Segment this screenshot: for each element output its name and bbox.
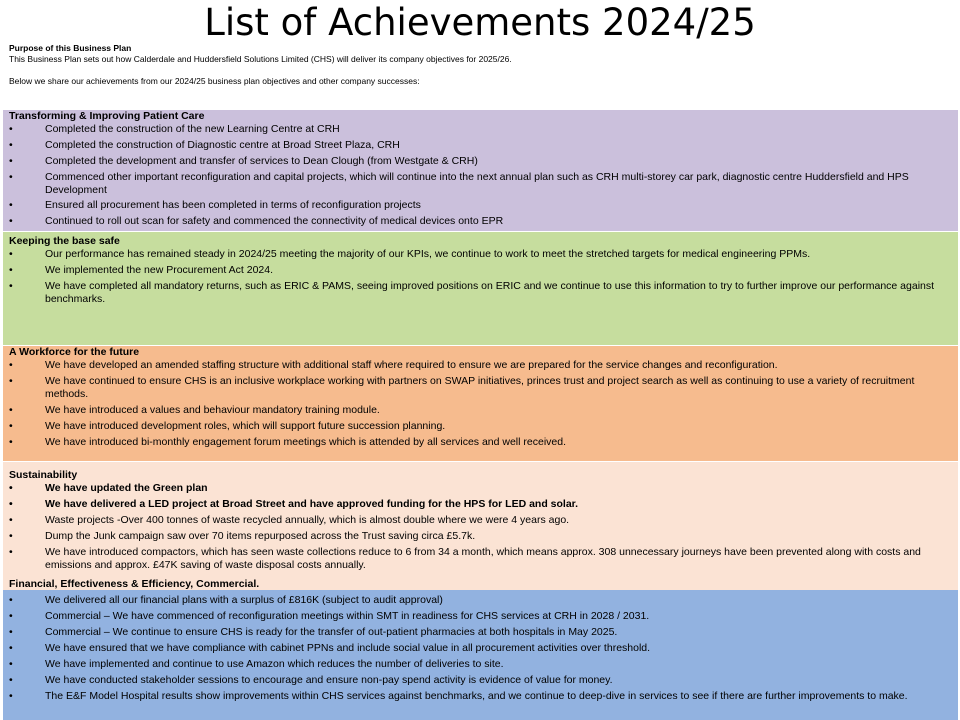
list-item: • Our performance has remained steady in 2024/25 meeting the majority of our KPIs, we continue to work to meet the stretched targets for medical engineering PPMs.	[9, 248, 952, 261]
section-title: Sustainability	[9, 469, 78, 481]
list-item: • Commercial – We continue to ensure CHS is ready for the transfer of out-patient pharmacies at both hospitals in May 2025.	[9, 626, 952, 639]
bullet-list	[9, 248, 952, 306]
list-item: • Completed the construction of the new Learning Centre at CRH	[9, 123, 952, 136]
list-item: • The E&F Model Hospital results show improvements within CHS services against benchmarks, and we continue to deep-dive in services to see if there are further improvements to make.	[9, 690, 952, 703]
list-item: • We have delivered a LED project at Broad Street and have approved funding for the HPS for LED and solar.	[9, 498, 952, 511]
list-item: • We have introduced bi-monthly engagement forum meetings which is attended by all services and well received.	[9, 436, 952, 449]
list-item: • We have continued to ensure CHS is an inclusive workplace working with partners on SWAP initiatives, princes trust and project search as well as continuing to use a variety of recruitment methods.	[9, 375, 952, 401]
list-item: • We have implemented and continue to use Amazon which reduces the number of deliveries to site.	[9, 658, 952, 671]
list-item: • We implemented the new Procurement Act 2024.	[9, 264, 952, 277]
list-item: • We delivered all our financial plans with a surplus of £816K (subject to audit approval)	[9, 594, 952, 607]
bullet-list	[9, 482, 952, 572]
list-item: • We have updated the Green plan	[9, 482, 952, 495]
list-item: • We have ensured that we have compliance with cabinet PPNs and include social value in all procurement activities over threshold.	[9, 642, 952, 655]
list-item: • We have introduced compactors, which has seen waste collections reduce to 6 from 34 a month, which means approx. 308 unnecessary journeys have been prevented along with costs and emissions and approx. £47K saving of waste disposal costs annually.	[9, 546, 952, 572]
list-item: • We have developed an amended staffing structure with additional staff where required to ensure we are prepared for the service changes and reconfiguration.	[9, 359, 952, 372]
list-item: • Commenced other important reconfiguration and capital projects, which will continue into the next annual plan such as CRH multi-storey car park, diagnostic centre Huddersfield and HPS Development	[9, 171, 952, 197]
section-financial	[3, 590, 958, 720]
bullet-list	[9, 359, 952, 449]
list-item: • Completed the construction of Diagnostic centre at Broad Street Plaza, CRH	[9, 139, 952, 152]
section-title: Transforming & Improving Patient Care	[9, 110, 205, 122]
list-item: • We have conducted stakeholder sessions to encourage and ensure non-pay spend activity is evidence of value for money.	[9, 674, 952, 687]
bullet-list	[9, 123, 952, 228]
list-item: • Continued to roll out scan for safety and commenced the connectivity of medical devices onto EPR	[9, 215, 952, 228]
section-patient-care	[3, 110, 958, 231]
section-sustainability	[3, 462, 958, 590]
section-title: A Workforce for the future	[9, 346, 140, 358]
list-item: • Commercial – We have commenced of reconfiguration meetings within SMT in readiness for CHS services at CRH in 2028 / 2031.	[9, 610, 952, 623]
list-item: • Dump the Junk campaign saw over 70 items repurposed across the Trust saving circa £5.7k.	[9, 530, 952, 543]
purpose-heading: Purpose of this Business Plan	[9, 43, 132, 53]
section-title: Keeping the base safe	[9, 235, 120, 247]
section-workforce	[3, 346, 958, 461]
list-item: • Ensured all procurement has been completed in terms of reconfiguration projects	[9, 199, 952, 212]
list-item: • Waste projects -Over 400 tonnes of waste recycled annually, which is almost double where we were 4 years ago.	[9, 514, 952, 527]
intro-below-text: Below we share our achievements from our 2024/25 business plan objectives and other company successes:	[9, 76, 420, 86]
list-item: • Completed the development and transfer of services to Dean Clough (from Westgate & CRH)	[9, 155, 952, 168]
list-item: • We have completed all mandatory returns, such as ERIC & PAMS, seeing improved positions on ERIC and we continue to use this information to try to further improve our performance against benchmarks.	[9, 280, 952, 306]
bullet-list	[9, 590, 952, 703]
intro	[9, 43, 949, 87]
purpose-text: This Business Plan sets out how Calderdale and Huddersfield Solutions Limited (CHS) will deliver its company objectives for 2025/26.	[9, 54, 512, 64]
list-item: • We have introduced development roles, which will support future succession planning.	[9, 420, 952, 433]
list-item: • We have introduced a values and behaviour mandatory training module.	[9, 404, 952, 417]
section-keeping-base-safe	[3, 232, 958, 345]
page-title: List of Achievements 2024/25	[204, 1, 756, 44]
